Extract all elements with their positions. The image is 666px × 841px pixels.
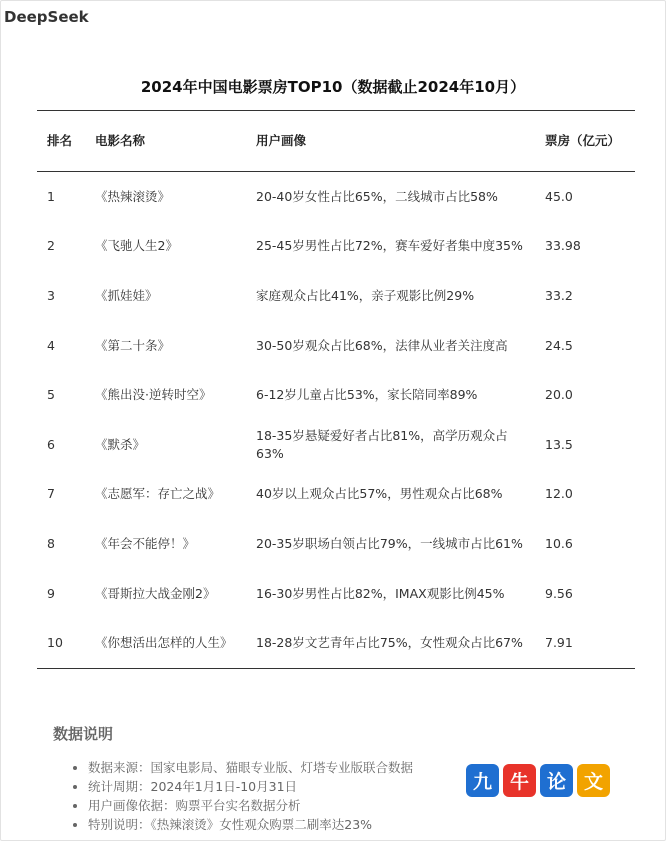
header-profile: 用户画像 [246, 111, 535, 172]
table-row [37, 172, 635, 222]
box-office-cell: 24.5 [545, 337, 573, 353]
profile-cell: 家庭观众占比41%，亲子观影比例29% [256, 287, 475, 303]
table-row [37, 420, 635, 470]
watermark-logo [466, 764, 610, 798]
watermark-glyph: 九 [466, 764, 499, 797]
box-office-cell: 33.2 [545, 287, 573, 303]
table-row [37, 222, 635, 272]
movie-name-cell: 《哥斯拉大战金刚2》 [95, 585, 216, 601]
table-title: 2024年中国电影票房TOP10（数据截止2024年10月） [140, 78, 526, 96]
profile-cell: 40岁以上观众占比57%，男性观众占比68% [256, 486, 503, 502]
rank-cell: 1 [47, 188, 55, 204]
box-office-cell: 45.0 [545, 188, 573, 204]
rank-cell: 2 [47, 238, 55, 254]
box-office-table [37, 110, 635, 669]
list-item: • 用户画像依据：购票平台实名数据分析 [88, 796, 413, 815]
movie-name-cell: 《飞驰人生2》 [95, 238, 178, 254]
profile-cell: 20-35岁职场白领占比79%，一线城市占比61% [256, 535, 523, 551]
table-row [37, 519, 635, 569]
header-box-office: 票房（亿元） [535, 111, 635, 172]
rank-cell: 5 [47, 387, 55, 403]
notes-heading: 数据说明 [53, 725, 114, 743]
profile-cell: 25-45岁男性占比72%，赛车爱好者集中度35% [256, 238, 523, 254]
box-office-cell: 7.91 [535, 618, 635, 668]
notes-list [70, 758, 413, 834]
profile-cell: 18-35岁悬疑爱好者占比81%，高学历观众占63% [256, 427, 508, 461]
rank-cell: 7 [47, 486, 55, 502]
table-row [37, 271, 635, 321]
movie-name-cell: 《默杀》 [95, 436, 146, 452]
profile-cell: 6-12岁儿童占比53%，家长陪同率89% [256, 387, 478, 403]
rank-cell: 10 [37, 618, 85, 668]
list-item: • 特别说明：《热辣滚烫》女性观众购票二刷率达23% [88, 815, 413, 834]
movie-name-cell: 《你想活出怎样的人生》 [85, 618, 246, 668]
watermark-glyph: 论 [540, 764, 573, 797]
table-row [37, 569, 635, 619]
table-row [37, 370, 635, 420]
rank-cell: 9 [47, 585, 55, 601]
movie-name-cell: 《志愿军：存亡之战》 [95, 486, 221, 502]
list-item: • 数据来源：国家电影局、猫眼专业版、灯塔专业版联合数据 [88, 758, 413, 777]
brand-label: DeepSeek [4, 8, 89, 26]
rank-cell: 4 [47, 337, 55, 353]
profile-cell: 16-30岁男性占比82%，IMAX观影比例45% [256, 585, 505, 601]
table-row [37, 321, 635, 371]
movie-name-cell: 《抓娃娃》 [95, 287, 158, 303]
movie-name-cell: 《年会不能停！》 [95, 535, 196, 551]
profile-cell: 30-50岁观众占比68%，法律从业者关注度高 [256, 337, 508, 353]
table-row [37, 470, 635, 520]
rank-cell: 8 [47, 535, 55, 551]
header-name: 电影名称 [85, 111, 246, 172]
table-row [37, 618, 635, 668]
table-header-row [37, 111, 635, 172]
movie-name-cell: 《热辣滚烫》 [95, 188, 171, 204]
header-rank: 排名 [37, 111, 85, 172]
watermark-glyph: 文 [577, 764, 610, 797]
rank-cell: 6 [47, 436, 55, 452]
list-item: • 统计周期：2024年1月1日-10月31日 [88, 777, 413, 796]
box-office-cell: 9.56 [545, 585, 573, 601]
profile-cell: 18-28岁文艺青年占比75%，女性观众占比67% [246, 618, 535, 668]
box-office-cell: 12.0 [545, 486, 573, 502]
box-office-cell: 33.98 [545, 238, 581, 254]
watermark-glyph: 牛 [503, 764, 536, 797]
rank-cell: 3 [47, 287, 55, 303]
box-office-cell: 13.5 [545, 436, 573, 452]
box-office-cell: 20.0 [545, 387, 573, 403]
movie-name-cell: 《第二十条》 [95, 337, 171, 353]
box-office-cell: 10.6 [545, 535, 573, 551]
profile-cell: 20-40岁女性占比65%，二线城市占比58% [256, 188, 498, 204]
movie-name-cell: 《熊出没·逆转时空》 [95, 387, 212, 403]
